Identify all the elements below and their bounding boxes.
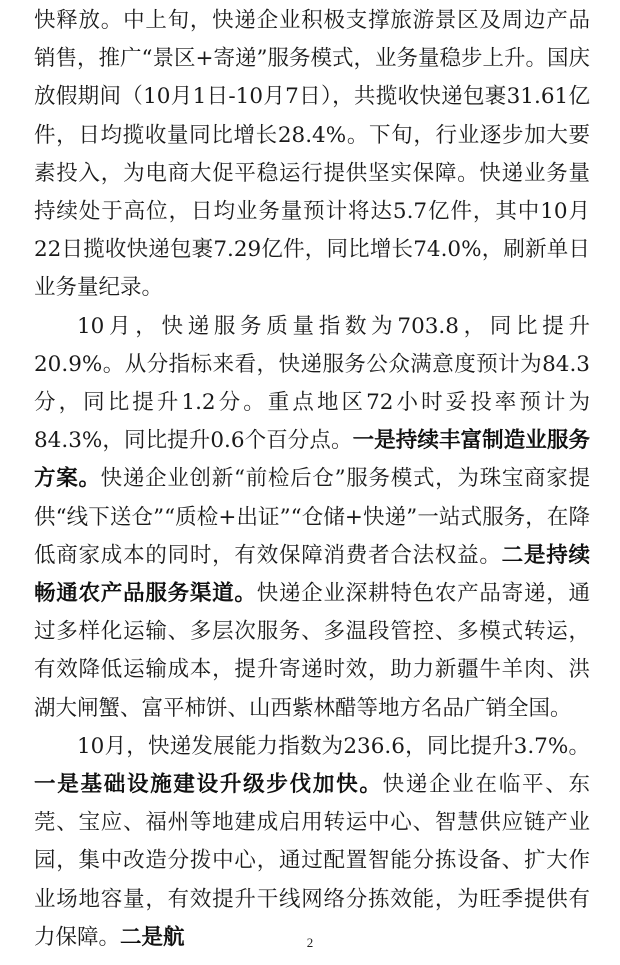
paragraph-2-text-c: 快递企业深耕特色农产品寄递，通过多样化运输、多层次服务、多温段管控、多模式转运，有效降低运输成本，提升寄递时效，助力新疆牛羊肉、洪湖大闸蟹、富平柿饼、山西紫林醋等地方名品广销全国。 xyxy=(34,581,590,721)
paragraph-3-text-b: 快递企业在临平、东莞、宝应、福州等地建成启用转运中心、智慧供应链产业园，集中改造分拨中心，通过配置智能分拣设备、扩大作业场地容量，有效提升干线网络分拣效能，为旺季提供有力保障。 xyxy=(34,772,590,950)
paragraph-2-text-b: 快递企业创新“前检后仓”服务模式，为珠宝商家提供“线下送仓”“质检+出证”“仓储+快递”一站式服务，在降低商家成本的同时，有效保障消费者合法权益。 xyxy=(34,466,590,568)
paragraph-1-text: 快释放。中上旬，快递企业积极支撑旅游景区及周边产品销售，推广“景区+寄递”服务模式，业务量稳步上升。国庆放假期间（10月1日-10月7日），共揽收快递包裹31.61亿件，日均揽收量同比增长28.4%。下旬，行业逐步加大要素投入，为电商大促平稳运行提供坚实保障。快递业务量持续处于高位，日均业务量预计将达5.7亿件，其中10月22日揽收快递包裹7.29亿件，同比增长74.0%，刷新单日业务量纪录。 xyxy=(34,8,591,301)
heading-manufacturing-service: 一是持续丰富制造业服务方案。 xyxy=(34,428,590,492)
paragraph-3-text-a: 10月，快递发展能力指数为236.6，同比提升3.7%。 xyxy=(77,733,590,759)
heading-infrastructure: 一是基础设施建设升级步伐加快。 xyxy=(34,772,383,798)
paragraph-2-text-a: 10月，快递服务质量指数为703.8，同比提升20.9%。从分指标来看，快递服务公众满意度预计为84.3分，同比提升1.2分。重点地区72小时妥投率预计为84.3%，同比提升0.6个百分点。 xyxy=(34,313,590,454)
paragraph-1 xyxy=(34,2,590,308)
paragraph-2 xyxy=(34,308,590,728)
heading-second-truncated: 二是航 xyxy=(120,924,185,950)
paragraph-3 xyxy=(34,728,590,957)
body-text xyxy=(34,2,590,957)
heading-agri-channel: 二是持续畅通农产品服务渠道。 xyxy=(34,542,590,607)
page-number: 2 xyxy=(306,935,314,950)
